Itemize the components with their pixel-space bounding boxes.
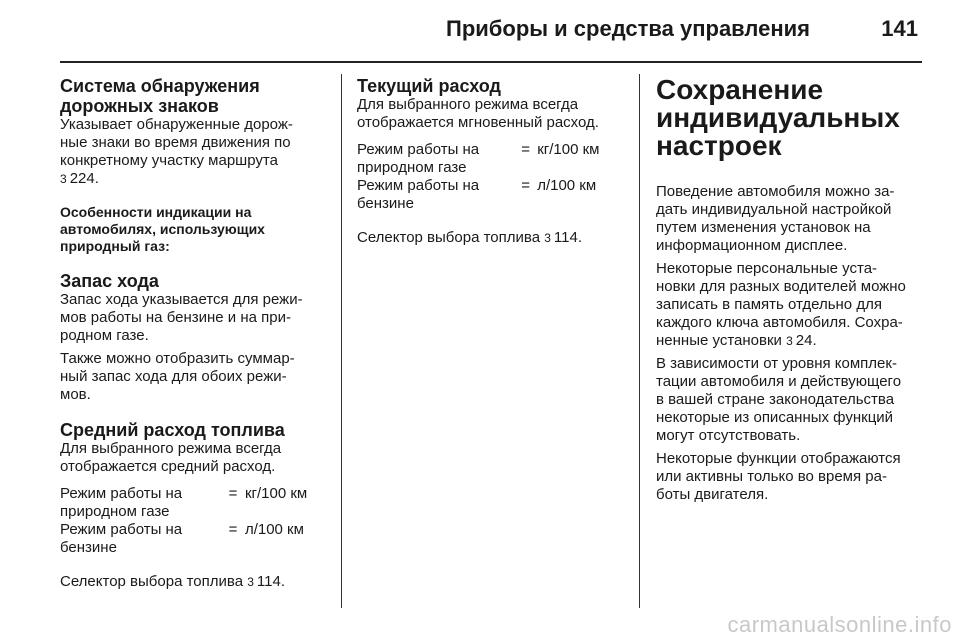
- section-heading-sign-detection: Система обнаружения дорожных знаков: [60, 76, 260, 116]
- page-ref-icon: 3: [544, 231, 551, 245]
- watermark: carmanualsonline.info: [727, 612, 952, 637]
- personal-settings-text-3: В зависимости от уровня комплек- тации автомобиля и действующего в вашей стране законодательства некоторые из описанных функций могут отсутствовать.: [656, 355, 902, 444]
- section-heading-personal-settings: Сохранение индивидуальных настроек: [656, 74, 900, 161]
- personal-settings-text-2: Некоторые персональные уста- новки для разных водителей можно записать в память отдельно для каждого ключа автомобиля. Сохра- ненные установки 3 24.: [656, 260, 906, 349]
- average-consumption-text: Для выбранного режима всегда отображается средний расход.: [60, 440, 282, 475]
- section-heading-current-consumption: Текущий расход: [357, 76, 501, 96]
- current-consumption-text: Для выбранного режима всегда отображается мгновенный расход.: [357, 96, 599, 131]
- page-ref-icon: 3: [247, 575, 254, 589]
- table-row: Режим работы на природном газе = кг/100 км: [60, 485, 308, 520]
- column-2: [357, 76, 622, 247]
- table-row: Режим работы на бензине = л/100 км: [60, 521, 304, 556]
- personal-settings-text-4: Некоторые функции отображаются или активны только во время ра- боты двигателя.: [656, 450, 901, 503]
- gas-vehicle-heading: Особенности индикации на автомобилях, использующих природный газ:: [60, 204, 265, 254]
- column-divider-2: [639, 74, 640, 608]
- page-reference[interactable]: 3 114.: [544, 229, 582, 246]
- page-reference[interactable]: 3 24.: [786, 332, 817, 349]
- page-number: 141: [881, 16, 918, 41]
- table-row: Режим работы на природном газе = кг/100 км: [357, 141, 600, 176]
- fuel-selector-reference: Селектор выбора топлива 3 114.: [357, 229, 582, 246]
- column-divider-1: [341, 74, 342, 608]
- page-reference[interactable]: 3 114.: [247, 573, 285, 590]
- range-text-1: Запас хода указывается для режи- мов работы на бензине и на при- родном газе.: [60, 291, 303, 344]
- page-header-title: Приборы и средства управления: [446, 16, 810, 41]
- column-3: [656, 76, 924, 504]
- fuel-selector-reference: Селектор выбора топлива 3 114.: [60, 573, 285, 590]
- header-divider: [60, 61, 922, 63]
- section-heading-average-consumption: Средний расход топлива: [60, 420, 285, 440]
- page-ref-icon: 3: [786, 334, 793, 348]
- column-1: [60, 76, 332, 591]
- sign-detection-text: Указывает обнаруженные дорож- ные знаки во время движения по конкретному участку маршрута 3 224.: [60, 116, 332, 188]
- current-consumption-table: [357, 141, 622, 213]
- personal-settings-text-1: Поведение автомобиля можно за- дать индивидуальной настройкой путем изменения установок на информационном дисплее.: [656, 183, 895, 254]
- range-text-2: Также можно отобразить суммар- ный запас хода для обоих режи- мов.: [60, 350, 295, 403]
- page-reference[interactable]: 3 224.: [60, 170, 99, 187]
- section-heading-range: Запас хода: [60, 271, 159, 291]
- page-ref-icon: 3: [60, 172, 67, 186]
- table-row: Режим работы на бензине = л/100 км: [357, 177, 597, 212]
- average-consumption-table: [60, 485, 332, 557]
